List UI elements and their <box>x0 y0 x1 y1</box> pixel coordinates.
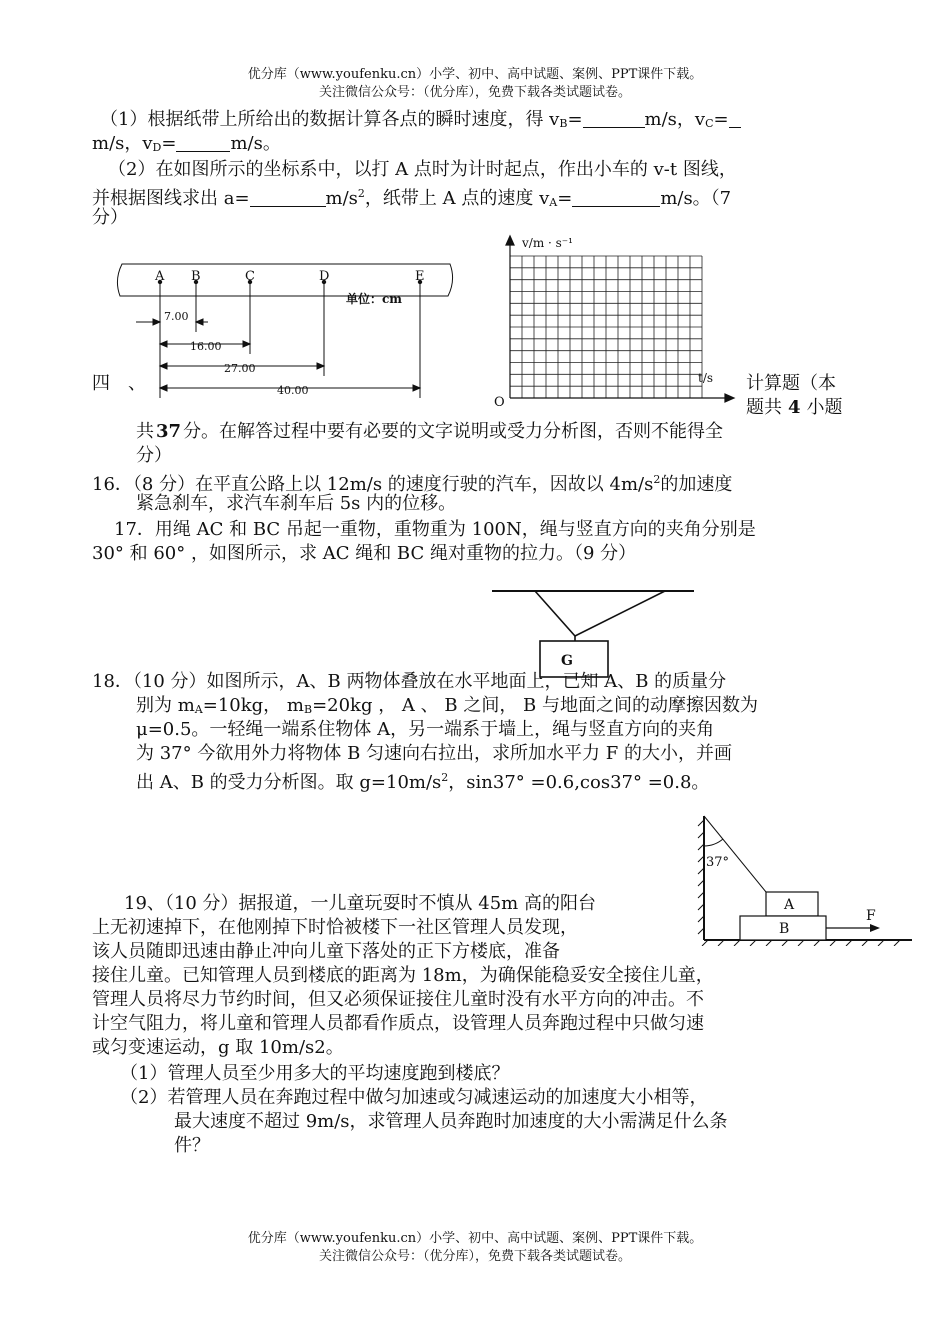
q16-line1-text: 16．（8 分）在平直公路上以 12m/s 的速度行驶的汽车，因故以 4m/s <box>92 474 654 495</box>
tape-dim-ae: 40.00 <box>277 384 309 397</box>
vd-blank[interactable] <box>176 133 230 152</box>
q15-sup-2: 2 <box>357 187 365 200</box>
section4-post: 分。在解答过程中要有必要的文字说明或受力分析图，否则不能得全 <box>183 421 724 442</box>
q15-unit-a: m/s <box>325 188 358 209</box>
vt-y-label: v/m · s⁻¹ <box>522 236 573 250</box>
vt-origin: O <box>494 395 505 410</box>
q17-line1: 17．用绳 AC 和 BC 吊起一重物，重物重为 100N，绳与竖直方向的夹角分别是 <box>114 519 756 540</box>
weight-label: G <box>561 653 573 669</box>
vt-y-arrow <box>506 236 514 245</box>
footer-line-2: 关注微信公众号：（优分库），免费下载各类试题试卷。 <box>318 1249 631 1264</box>
section4-title-b <box>746 396 843 420</box>
q18-sub-b: B <box>303 703 313 716</box>
q15-sub-c: C <box>705 117 714 130</box>
q15-sub-a: A <box>549 196 558 209</box>
q16-line2: 紧急刹车，求汽车刹车后 5s 内的位移。 <box>136 493 457 514</box>
vc-blank[interactable] <box>729 109 741 128</box>
vb-blank[interactable] <box>583 109 645 128</box>
vt-grid <box>510 256 702 398</box>
paper-tape-figure <box>112 258 457 408</box>
q15-unit-va: m/s。（7 <box>660 188 732 209</box>
va-blank[interactable] <box>572 188 660 207</box>
section4-line2 <box>136 420 723 444</box>
q15-unit-d: m/s。 <box>230 133 281 154</box>
tape-dim-ac: 16.00 <box>190 340 222 353</box>
q15-part1-text: （1）根据纸带上所给出的数据计算各点的瞬时速度，得 v <box>100 109 560 130</box>
q15-unit-c: m/s，v <box>92 133 153 154</box>
section4-pre: 共 <box>136 421 154 442</box>
q17-figure <box>490 586 700 678</box>
q17-line2: 30° 和 60° ，如图所示，求 AC 绳和 BC 绳对重物的拉力。（9 分） <box>92 543 637 564</box>
block-b-label: B <box>779 921 790 937</box>
q15-part2-line3: 分） <box>92 207 128 228</box>
tape-dim-ab: 7.00 <box>164 310 189 323</box>
tape-label-a: A <box>155 269 165 284</box>
q19-line1: 19、（10 分）据报道，一儿童玩耍时不慎从 45m 高的阳台 <box>124 893 596 914</box>
section4-score: 37 <box>156 421 182 442</box>
q18-line4: 为 37° 今欲用外力将物体 B 匀速向右拉出，求所加水平力 F 的大小，并画 <box>136 743 732 764</box>
q15-unit-b: m/s，v <box>644 109 706 130</box>
q18-line3: μ=0.5。一轻绳一端系住物体 A，另一端系于墙上，绳与竖直方向的夹角 <box>136 719 715 740</box>
tape-label-b: B <box>191 269 201 284</box>
header-line-1: 优分库（www.youfenku.cn）小学、初中、高中试题、案例、PPT课件下载。 <box>247 67 703 82</box>
q19-line2: 上无初速掉下，在他刚掉下时恰被楼下一社区管理人员发现， <box>92 917 578 938</box>
tape-label-e: E <box>415 269 425 284</box>
section4-title-c: 小题 <box>806 397 843 418</box>
q18-line5 <box>136 766 709 795</box>
q18-l2-mid: =10kg， m <box>202 695 304 716</box>
q18-sup: 2 <box>441 771 449 784</box>
rope-bc <box>575 591 665 636</box>
q18-l2-text: 别为 m <box>136 695 195 716</box>
q19-line6: 计空气阻力，将儿童和管理人员都看作质点，设管理人员奔跑过程中只做匀速 <box>92 1013 704 1034</box>
q15-part2-line2 <box>92 182 731 215</box>
q15-eq-d: = <box>161 133 177 154</box>
tape-unit-label: 单位：cm <box>346 292 403 306</box>
q18-l5-text: 出 A、B 的受力分析图。取 g=10m/s <box>136 772 442 793</box>
q19-line4: 接住儿童。已知管理人员到楼底的距离为 18m，为确保能稳妥安全接住儿童， <box>92 965 714 986</box>
q15-part2-mid: ，纸带上 A 点的速度 v <box>364 188 550 209</box>
vt-graph <box>488 232 738 412</box>
q16-sup: 2 <box>653 473 661 486</box>
section4-line3: 分） <box>136 445 172 466</box>
header-line-2: 关注微信公众号：（优分库），免费下载各类试题试卷。 <box>318 85 631 100</box>
tape-label-c: C <box>245 269 255 284</box>
force-label: F <box>866 908 876 924</box>
q15-part2-a-text: 并根据图线求出 a= <box>92 188 250 209</box>
q16-line1-end: 的加速度 <box>660 474 733 495</box>
q18-figure <box>694 812 916 946</box>
vt-x-label: t/s <box>698 371 714 385</box>
tape-dim-ad: 27.00 <box>224 362 256 375</box>
q15-part2-line1: （2）在如图所示的坐标系中，以打 A 点时为计时起点，作出小车的 v-t 图线， <box>108 159 737 180</box>
section4-number: 四 、 <box>92 373 146 394</box>
q15-eq-b: = <box>567 109 583 130</box>
q19-line3: 该人员随即迅速由静止冲向儿童下落处的正下方楼底，准备 <box>92 941 560 962</box>
q18-l2-end: =20kg ， A 、 B 之间， B 与地面之间的动摩擦因数为 <box>312 695 758 716</box>
q19-line5: 管理人员将尽力节约时间，但又必须保证接住儿童时没有水平方向的冲击。不 <box>92 989 704 1010</box>
q19-sub2-c: 件？ <box>174 1135 210 1156</box>
q18-l5-end: ，sin37° =0.6,cos37° =0.8。 <box>448 772 710 793</box>
tape-label-d: D <box>319 269 330 284</box>
q19-sub2-a: （2）若管理人员在奔跑过程中做匀加速或匀减速运动的加速度大小相等， <box>120 1087 708 1108</box>
q15-sub-d: D <box>152 141 162 154</box>
footer-line-1: 优分库（www.youfenku.cn）小学、初中、高中试题、案例、PPT课件下载。 <box>247 1231 703 1246</box>
q15-sub-b: B <box>559 117 568 130</box>
section4-title-b-text: 题共 <box>746 397 782 418</box>
q15-eq-c: = <box>713 109 729 130</box>
tape-outline <box>117 264 452 296</box>
section4-title-a: 计算题（本 <box>746 373 836 394</box>
q18-sub-a: A <box>194 703 203 716</box>
vt-x-arrow <box>725 394 734 402</box>
q18-line1: 18．（10 分）如图所示，A、B 两物体叠放在水平地面上，已知 A、B 的质量分 <box>92 671 727 692</box>
angle-label: 37° <box>706 855 730 870</box>
q19-sub1: （1）管理人员至少用多大的平均速度跑到楼底？ <box>120 1063 510 1084</box>
q15-eq-a: = <box>557 188 573 209</box>
q15-part1-line2 <box>92 132 281 160</box>
rope-ac <box>535 591 575 636</box>
a-blank[interactable] <box>250 188 326 207</box>
q19-sub2-b: 最大速度不超过 9m/s，求管理人员奔跑时加速度的大小需满足什么条 <box>174 1111 728 1132</box>
block-a-label: A <box>784 897 795 913</box>
q19-line7: 或匀变速运动，g 取 10m/s2。 <box>92 1037 344 1058</box>
rope-to-a <box>704 816 766 892</box>
section4-count: 4 <box>788 397 801 418</box>
